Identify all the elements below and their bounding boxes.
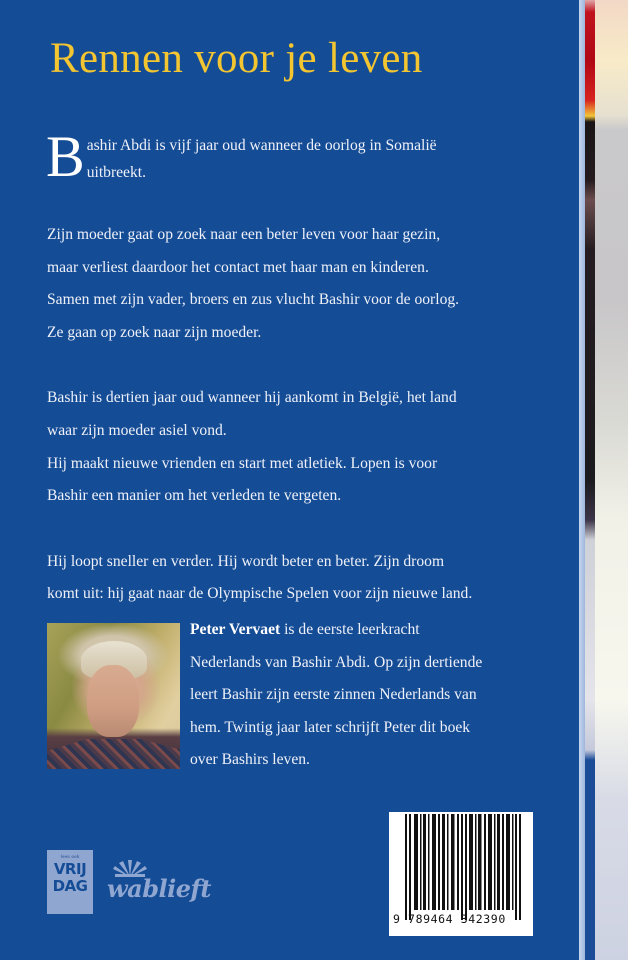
blurb-paragraph [47, 546, 567, 611]
isbn-digits: 9 789464 342390 [393, 912, 506, 926]
isbn-barcode [389, 812, 533, 936]
author-bio-line: Nederlands van Bashir Abdi. Op zijn dertiende [190, 653, 483, 671]
blurb-line: Bashir een manier om het verleden te vergeten. [47, 487, 342, 505]
blurb-line: komt uit: hij gaat naar de Olympische Spelen voor zijn nieuwe land. [47, 585, 473, 603]
author-photo [47, 623, 180, 769]
vrijdag-tag: lees ook [60, 854, 80, 859]
blurb-line: uitbreekt. [86, 164, 147, 181]
blurb-line: waar zijn moeder asiel vond. [47, 421, 227, 439]
author-bio-line: leert Bashir zijn eerste zinnen Nederlands van [190, 686, 477, 704]
blurb-line: Samen met zijn vader, broers en zus vlucht Bashir voor de oorlog. [47, 291, 460, 309]
blurb-intro [46, 124, 567, 189]
blurb-paragraph [47, 382, 567, 512]
barcode-bars-icon [405, 814, 527, 920]
blurb-line: Zijn moeder gaat op zoek naar een beter leven voor haar gezin, [47, 226, 441, 243]
author-bio-line [190, 614, 570, 647]
blurb-paragraph [47, 219, 567, 349]
vrijdag-logo [47, 850, 93, 914]
blurb-line: Ze gaan op zoek naar zijn moeder. [47, 323, 262, 341]
book-title: Rennen voor je leven [50, 35, 423, 82]
drop-cap: B [46, 124, 85, 189]
blurb-line: Bashir is dertien jaar oud wanneer hij aankomt in België, het land [47, 389, 457, 407]
author-bio [190, 614, 570, 777]
author-bio-line: hem. Twintig jaar later schrijft Peter dit boek [190, 718, 471, 736]
publisher-logos [47, 850, 247, 930]
author-photo-shirt [47, 739, 180, 769]
author-bio-line: over Bashirs leven. [190, 751, 310, 769]
blurb-line: Hij maakt nieuwe vrienden en start met atletiek. Lopen is voor [47, 454, 438, 472]
blurb-line: ashir Abdi is vijf jaar oud wanneer de oorlog in Somalië [86, 137, 437, 154]
vrijdag-line1: VRIJ [53, 860, 87, 878]
author-photo-face [87, 665, 139, 737]
blurb [46, 124, 567, 644]
blurb-line: maar verliest daardoor het contact met haar man en kinderen. [47, 258, 429, 276]
author-bio-text: is de eerste leerkracht [280, 621, 420, 638]
vrijdag-line2: DAG [52, 877, 88, 895]
blurb-line: Hij loopt sneller en verder. Hij wordt beter en beter. Zijn droom [47, 552, 445, 570]
wablieft-logo: wablieft [107, 874, 211, 903]
author-name: Peter Vervaet [190, 621, 281, 638]
spine-stripe [585, 0, 595, 960]
